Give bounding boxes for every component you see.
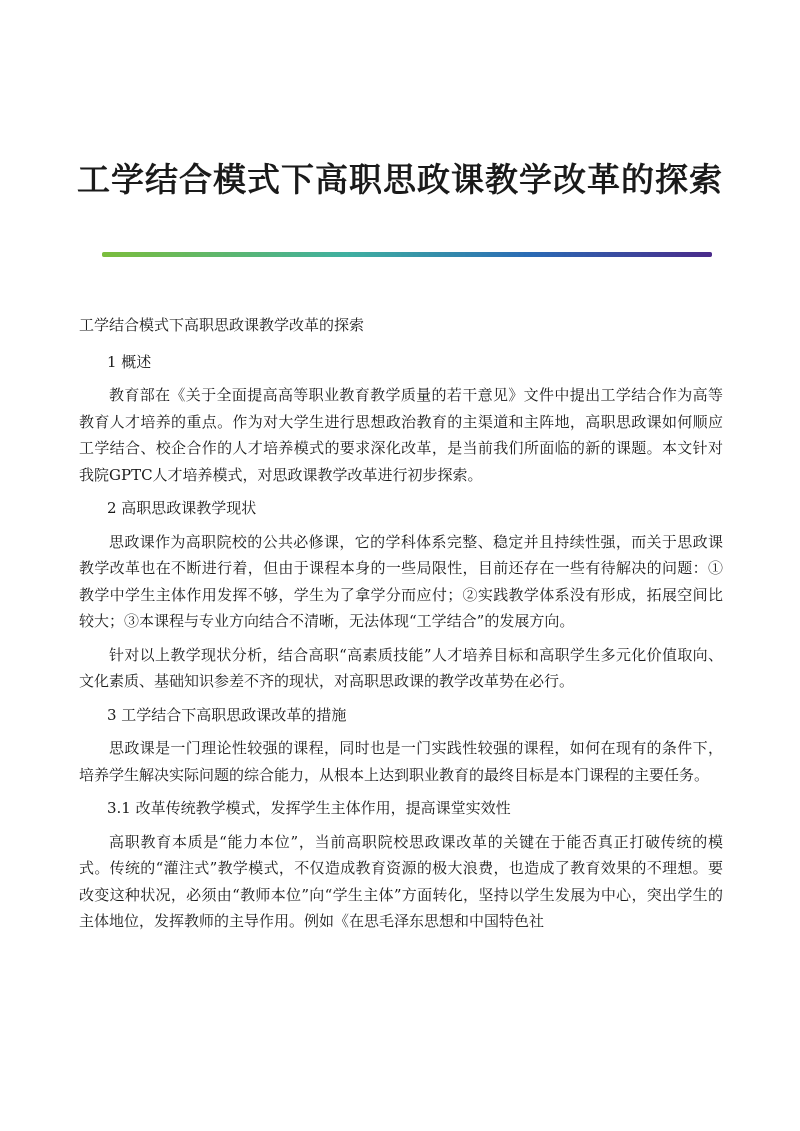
section-heading-1: 1 概述 — [107, 352, 152, 371]
paragraph-4: 思政课是一门理论性较强的课程，同时也是一门实践性较强的课程，如何在现有的条件下，培养学生解决实际问题的综合能力，从根本上达到职业教育的最终目标是本门课程的主要任务。 — [79, 739, 723, 784]
document-subtitle: 工学结合模式下高职思政课教学改革的探索 — [79, 316, 365, 334]
paragraph-2: 思政课作为高职院校的公共必修课，它的学科体系完整、稳定并且持续性强，而关于思政课教学改革也在不断进行着，但由于课程本身的一些局限性，目前还存在一些有待解决的问题：①教学中学生主体作用发挥不够，学生为了拿学分而应付；②实践教学体系没有形成，拓展空间比较大；③本课程与专业方向结合不清晰，无法体现“工学结合”的发展方向。 — [79, 532, 723, 630]
section-heading-3-1: 3.1 改革传统教学模式，发挥学生主体作用，提高课堂实效性 — [107, 799, 511, 817]
document-title: 工学结合模式下高职思政课教学改革的探索 — [77, 160, 723, 199]
document-body — [79, 312, 723, 942]
title-divider — [102, 252, 712, 257]
paragraph-5: 高职教育本质是“能力本位”，当前高职院校思政课改革的关键在于能否真正打破传统的模式。传统的“灌注式”教学模式，不仅造成教育资源的极大浪费，也造成了教育效果的不理想。要改变这种状况，必须由“教师本位”向“学生主体”方面转化，坚持以学生发展为中心，突出学生的主体地位，发挥教师的主导作用。例如《在思毛泽东思想和中国特色社 — [79, 832, 723, 930]
section-heading-2: 2 高职思政课教学现状 — [107, 499, 257, 517]
paragraph-3: 针对以上教学现状分析，结合高职“高素质技能”人才培养目标和高职学生多元化价值取向、文化素质、基础知识参差不齐的现状，对高职思政课的教学改革势在必行。 — [79, 645, 723, 690]
paragraph-1: 教育部在《关于全面提高高等职业教育教学质量的若干意见》文件中提出工学结合作为高等教育人才培养的重点。作为对大学生进行思想政治教育的主渠道和主阵地，高职思政课如何顺应工学结合、校企合作的人才培养模式的要求深化改革，是当前我们所面临的新的课题。本文针对我院GPTC人才培养模式，对思政课教学改革进行初步探索。 — [79, 386, 723, 484]
section-heading-3: 3 工学结合下高职思政课改革的措施 — [107, 705, 347, 724]
